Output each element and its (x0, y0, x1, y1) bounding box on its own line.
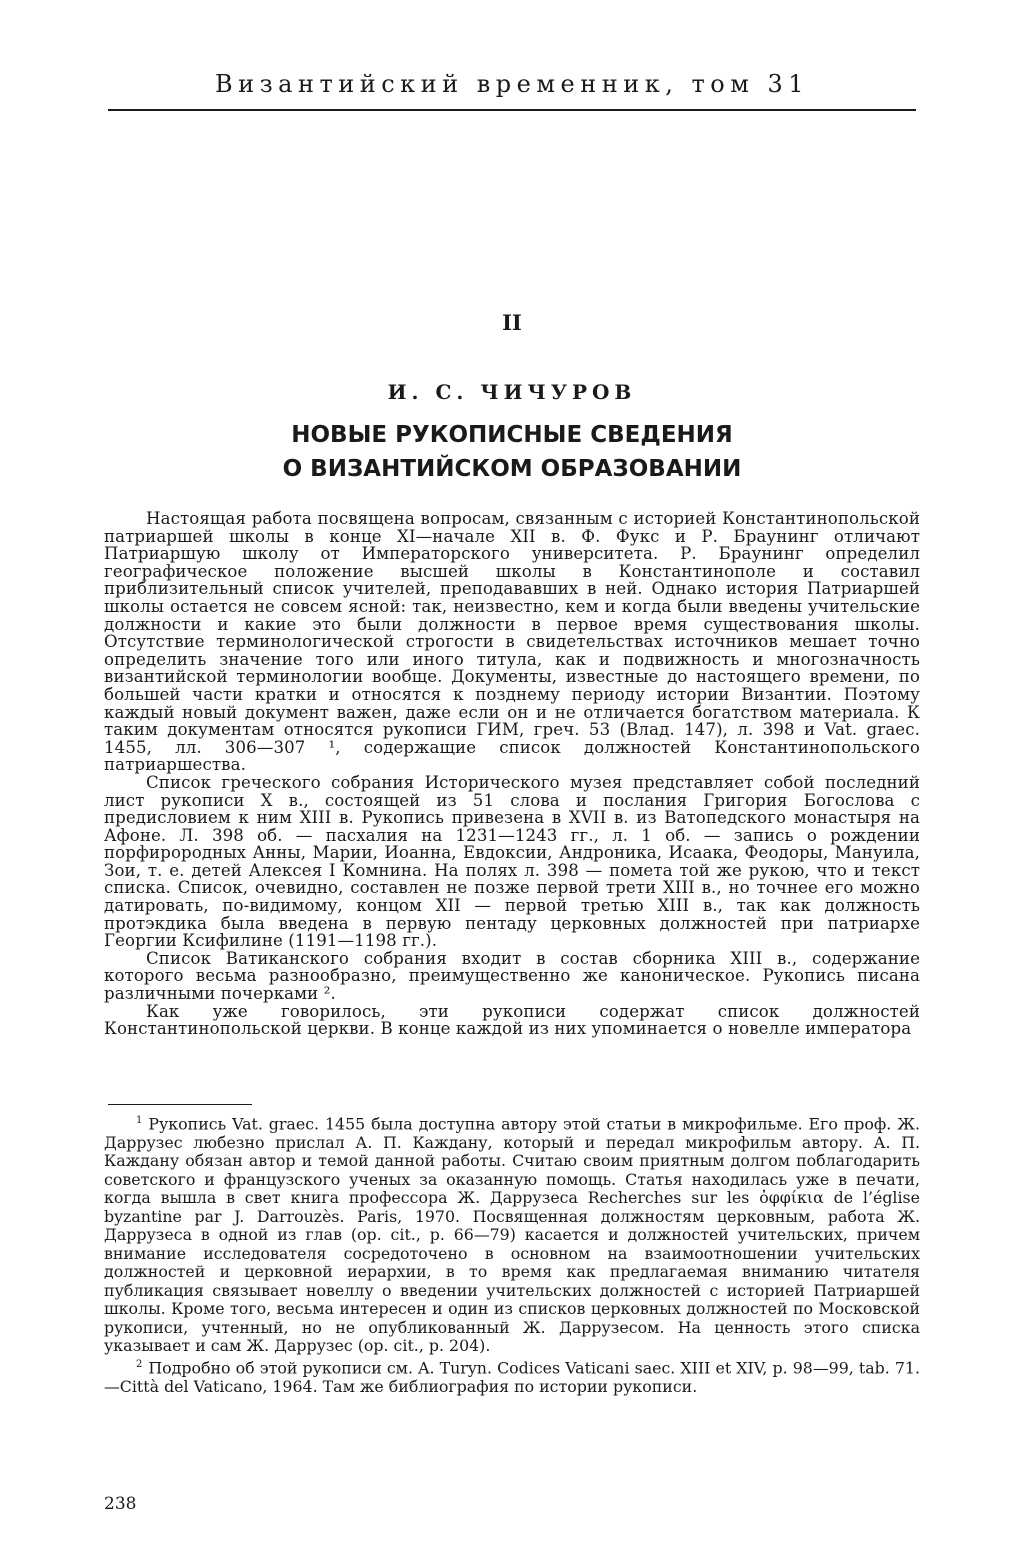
body-paragraph-1: Настоящая работа посвящена вопросам, связанным с историей Константинопольской патриаршей школы в конце XI—начале XII в. Ф. Фукс и Р. Браунинг отличают Патриаршую школу от Императорского университета. Р. Браунинг определил географическое положение высшей школы в Константинополе и составил приблизительный список учителей, преподававших в ней. Однако история Патриаршей школы остается не совсем ясной: так, неизвестно, кем и когда были введены учительские должности и какие это были должности в первое время существования школы. Отсутствие терминологической строгости в свидетельствах источников мешает точно определить значение того или иного титула, как и подвижность и многозначность византийской терминологии вообще. Документы, известные до настоящего времени, по большей части кратки и относятся к позднему периоду истории Византии. Поэтому каждый новый документ важен, даже если он и не отличается богатством материала. К таким документам относятся рукописи ГИМ, греч. 53 (Влад. 147), л. 398 и Vat. graec. 1455, лл. 306—307 ¹, содержащие список должностей Константинопольского патриаршества. (104, 509, 920, 775)
footnotes (104, 1112, 920, 1396)
header-rule (108, 109, 916, 111)
title-line-2: О ВИЗАНТИЙСКОМ ОБРАЗОВАНИИ (282, 456, 742, 482)
footnote-marker: 1 (136, 1115, 143, 1126)
footnote-marker: 2 (136, 1358, 143, 1370)
footnote-text: Рукопись Vat. graec. 1455 была доступна автору этой статьи в микрофильме. Его проф. Ж. Даррузес любезно прислал А. П. Каждану, который и передал микрофильм автору. А. П. Каждану обязан автор и темой данной работы. Считаю своим приятным долгом поблагодарить советского и французского ученых за оказанную помощь. Статья находилась уже в печати, когда вышла в свет книга профессора Ж. Даррузеса Recherches sur les ὀφφίκια de l’église byzantine par J. Darrouzès. Paris, 1970. Посвященная должностям церковным, работа Ж. Даррузеса в одной из глав (op. cit., p. 66—79) касается и должностей учительских, причем внимание исследователя сосредоточено в основном на взаимоотношении учительских должностей и церковной иерархии, в то время как предлагаемая вниманию читателя публикация связывает новеллу о введении учительских должностей с историей Патриаршей школы. Кроме того, весьма интересен и один из списков церковных должностей по Московской рукописи, учтенный, но не опубликованный Ж. Даррузесом. На ценность этого списка указывает и сам Ж. Даррузес (op. cit., p. 204). (104, 1114, 920, 1356)
body-paragraph-2: Список греческого собрания Исторического музея представляет собой последний лист рукописи X в., состоящей из 51 слова и послания Григория Богослова с предисловием к ним XIII в. Рукопись привезена в XVII в. из Ватопедского монастыря на Афоне. Л. 398 об. — пасхалия на 1231—1243 гг., л. 1 об. — запись о рождении порфирородных Анны, Марии, Иоанна, Евдоксии, Андроника, Исаака, Феодоры, Мануила, Зои, т. е. детей Алексея I Комнина. На полях л. 398 — помета той же рукою, что и текст списка. Список, очевидно, составлен не позже первой трети XIII в., но точнее его можно датировать, по-видимому, концом XII — первой третью XIII в., так как должность протэкдика была введена в первую пентаду церковных должностей при патриархе Георгии Ксифилине (1191—1198 гг.). (104, 772, 920, 951)
footnote-2 (104, 1356, 920, 1396)
running-head: Византийский временник, том 31 (214, 70, 810, 98)
article-body (104, 510, 920, 1038)
footnote-rule (108, 1104, 252, 1105)
title-line-1: НОВЫЕ РУКОПИСНЫЕ СВЕДЕНИЯ (291, 422, 733, 448)
article-author: И. С. ЧИЧУРОВ (387, 380, 637, 404)
body-paragraph-3: Список Ватиканского собрания входит в состав сборника XIII в., содержание которого весьма разнообразно, преимущественно же каноническое. Рукопись писана различными почерками ². (104, 948, 920, 1004)
section-number: II (502, 310, 522, 335)
body-paragraph-4: Как уже говорилось, эти рукописи содержат список должностей Константинопольской церкви. В конце каждой из них упоминается о новелле императора (104, 1001, 920, 1039)
article-title (0, 418, 1024, 486)
footnote-1 (104, 1112, 920, 1356)
page-number: 238 (104, 1494, 137, 1514)
footnote-text: Подробно об этой рукописи см. A. Turyn. Codices Vaticani saec. XIII et XIV, p. 98—99, tab. 71.—Città del Vaticano, 1964. Там же библиография по истории рукописи. (104, 1358, 920, 1396)
